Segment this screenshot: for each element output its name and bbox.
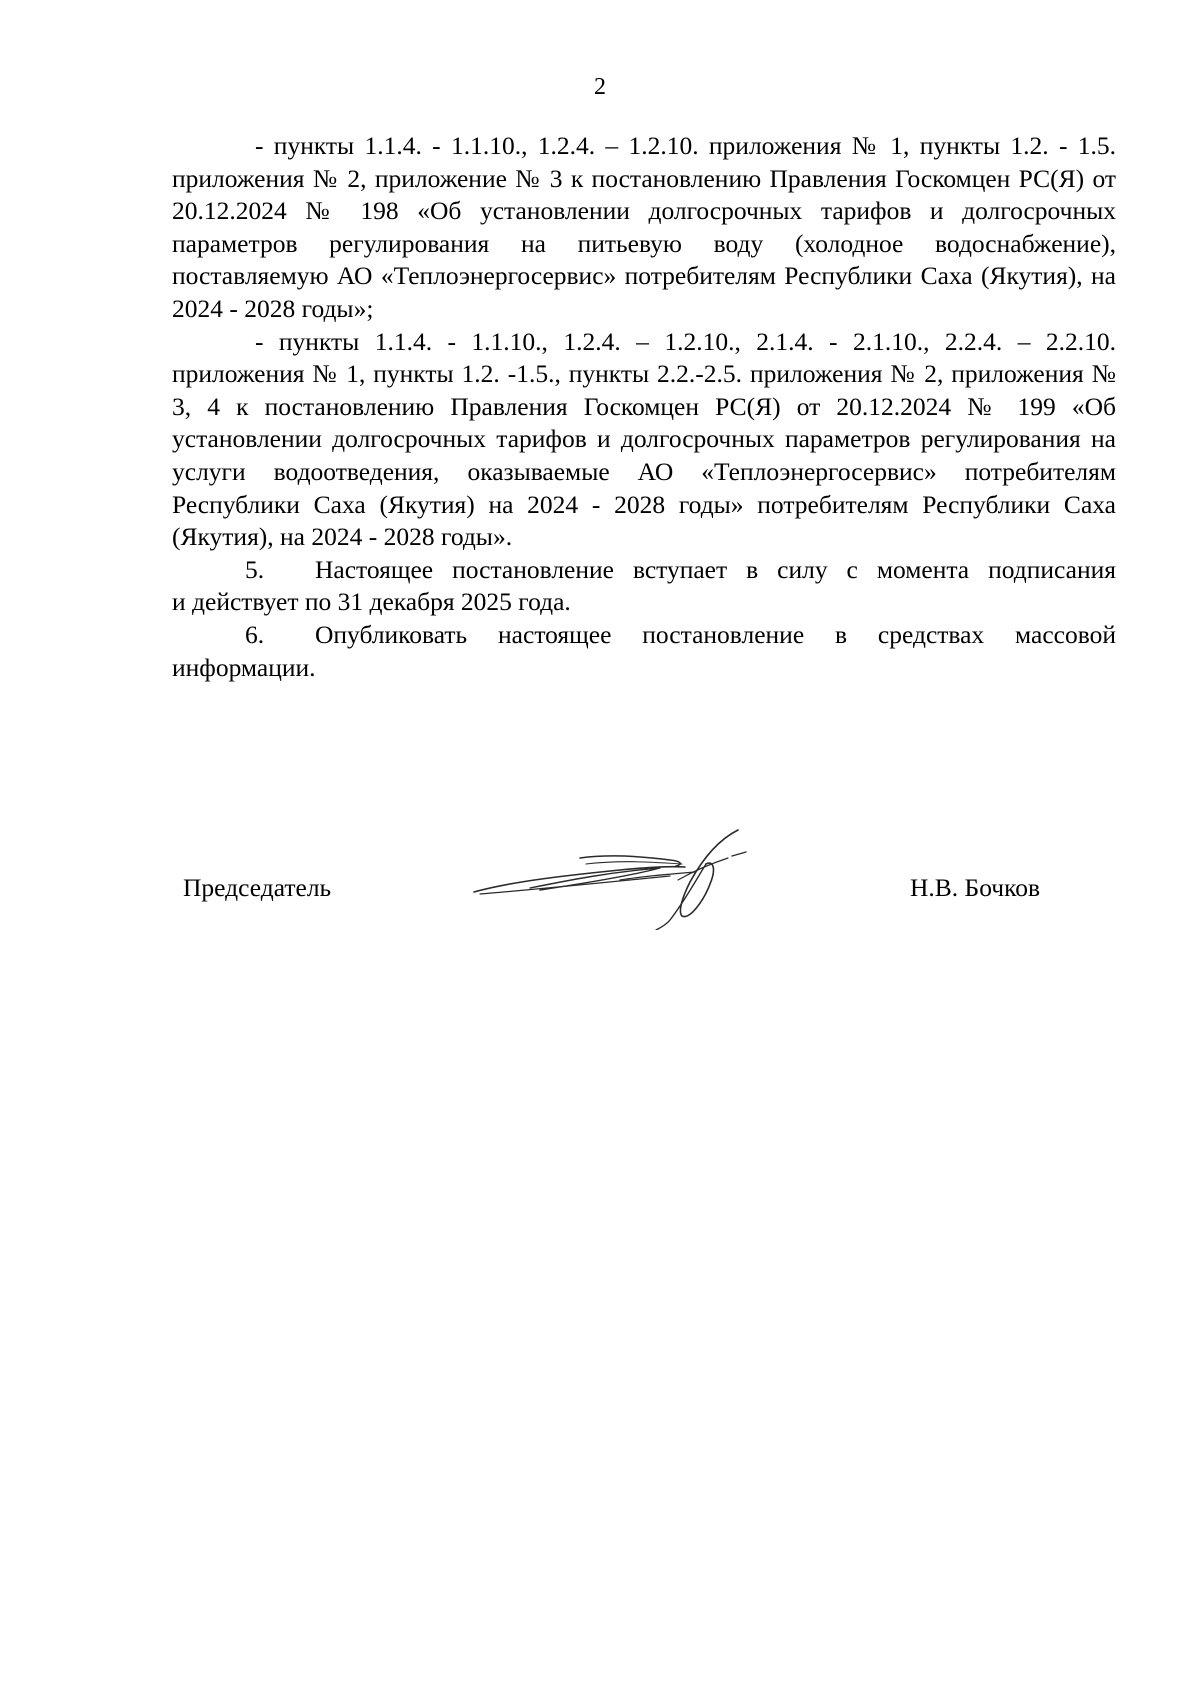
signatory-title: Председатель xyxy=(183,873,332,902)
handwritten-signature xyxy=(470,820,780,930)
paragraph-item-199: - пункты 1.1.4. - 1.1.10., 1.2.4. – 1.2.10., 2.1.4. - 2.1.10., 2.2.4. – 2.2.10. приложения № 1, пункты 1.2. -1.5., пункты 2.2.-2.5. приложения № 2, приложения № 3, 4 к постановлению Правления Госкомцен РС(Я) от 20.12.2024 № 199 «Об установлении долгосрочных тарифов и долгосрочных параметров регулирования на услуги водоотведения, оказываемые АО «Теплоэнергосервис» потребителям Республики Саха (Якутия) на 2024 - 2028 годы» потребителям Республики Саха (Якутия), на 2024 - 2028 годы». xyxy=(172,326,1116,552)
page-number: 2 xyxy=(594,74,606,100)
document-body xyxy=(172,130,1116,684)
numbered-item-5 xyxy=(172,554,1116,587)
item-first-line: Настоящее постановление вступает в силу с момента подписания xyxy=(315,554,1116,584)
item-number: 5. xyxy=(245,554,265,584)
item-first-line: Опубликовать настоящее постановление в средствах массовой xyxy=(315,619,1116,649)
paragraph-item-198: - пункты 1.1.4. - 1.1.10., 1.2.4. – 1.2.10. приложения № 1, пункты 1.2. - 1.5. приложения № 2, приложение № 3 к постановлению Правления Госкомцен РС(Я) от 20.12.2024 № 198 «Об установлении долгосрочных тарифов и долгосрочных параметров регулирования на питьевую воду (холодное водоснабжение), поставляемую АО «Теплоэнергосервис» потребителям Республики Саха (Якутия), на 2024 - 2028 годы»; xyxy=(172,131,1116,323)
item-continuation: и действует по 31 декабря 2025 года. xyxy=(172,587,571,617)
signatory-name: Н.В. Бочков xyxy=(910,873,1040,902)
signature-block xyxy=(0,820,1200,940)
item-number: 6. xyxy=(245,619,265,649)
numbered-item-6 xyxy=(172,619,1116,652)
item-continuation: информации. xyxy=(172,652,316,682)
